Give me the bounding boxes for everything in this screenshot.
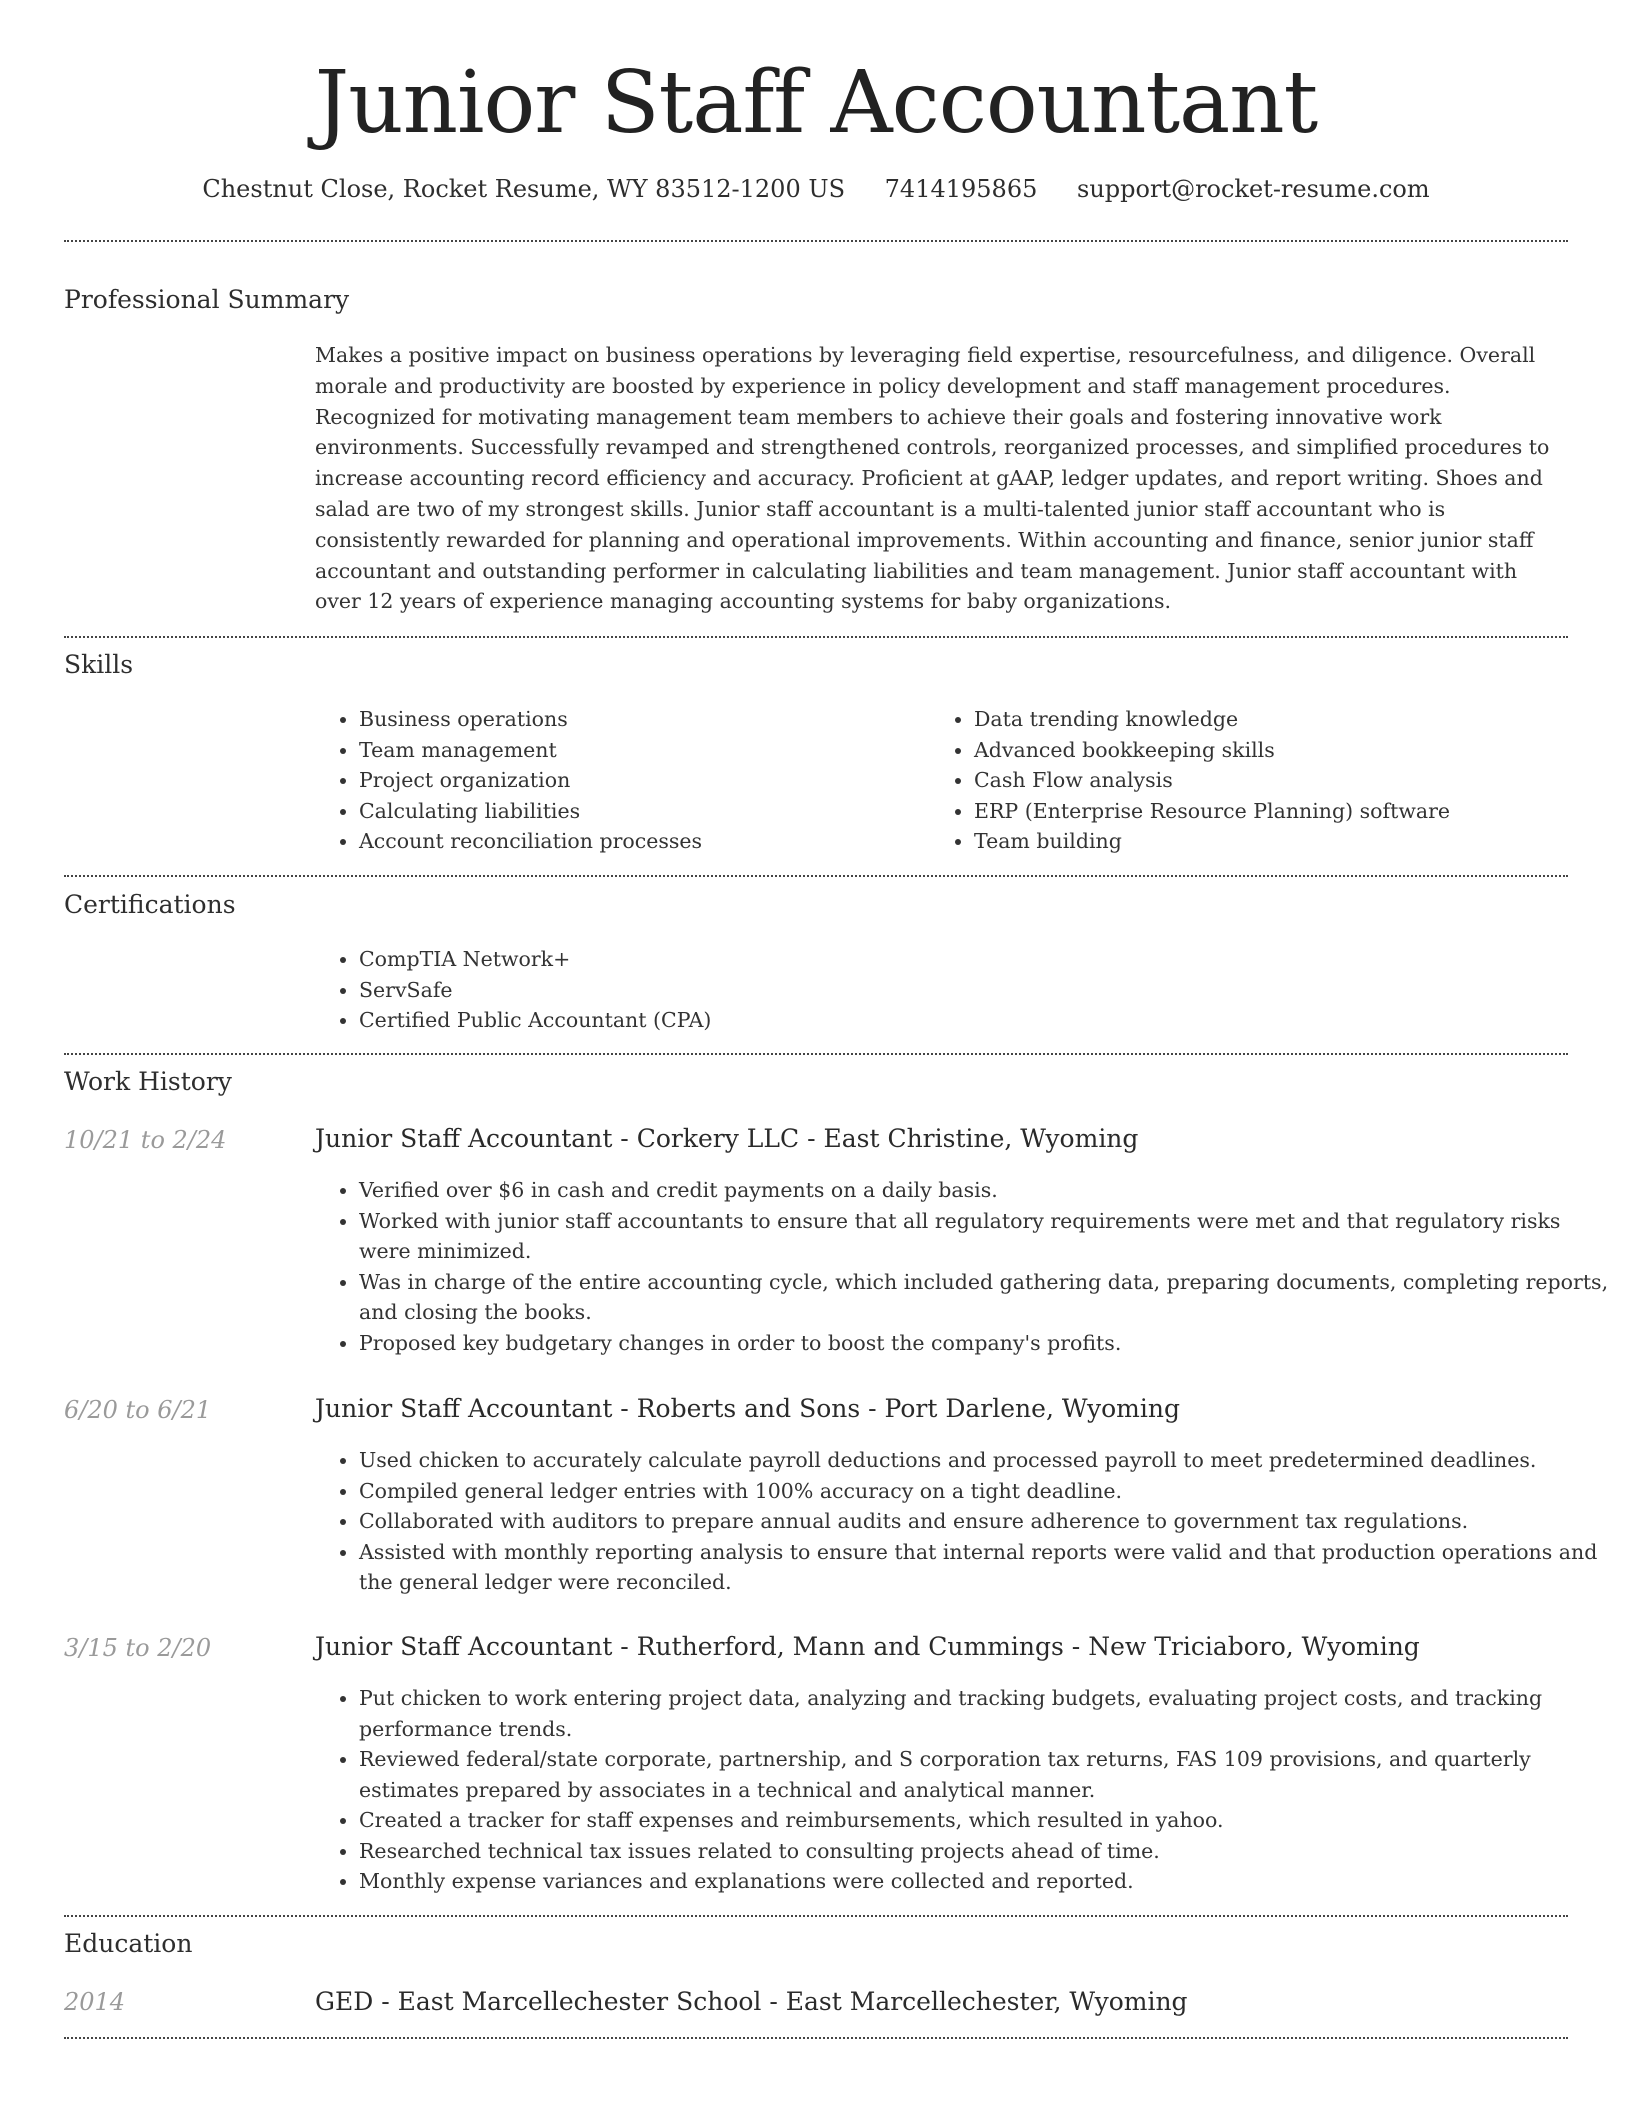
- skills-list-right: [930, 704, 1574, 857]
- job-bullet: • Used chicken to accurately calculate payroll deductions and processed payroll to meet predetermined deadlines.: [359, 1445, 1612, 1476]
- skills-list-left: [315, 704, 919, 857]
- certifications-list: [315, 944, 1159, 1036]
- phone-number: 7414195865: [884, 175, 1038, 203]
- email-address: support@rocket-resume.com: [1077, 175, 1430, 203]
- job-bullet: • Was in charge of the entire accounting cycle, which included gathering data, preparing documents, completing reports, and closing the books.: [359, 1267, 1612, 1328]
- address: Chestnut Close, Rocket Resume, WY 83512-1200 US: [202, 175, 846, 203]
- education-dates: 2014: [64, 1988, 126, 2016]
- skill-item: • Team building: [974, 826, 1574, 857]
- job-dates: 10/21 to 2/24: [64, 1126, 227, 1154]
- skill-item: • ERP (Enterprise Resource Planning) software: [974, 796, 1574, 827]
- skill-item: • Project organization: [359, 765, 919, 796]
- candidate-name: Junior Staff Accountant: [314, 53, 1318, 153]
- divider: [64, 875, 1568, 877]
- job-bullet: • Compiled general ledger entries with 100% accuracy on a tight deadline.: [359, 1476, 1612, 1507]
- section-title-certifications: Certifications: [64, 890, 236, 919]
- section-title-skills: Skills: [64, 650, 134, 679]
- job-bullet: • Proposed key budgetary changes in order to boost the company's profits.: [359, 1328, 1612, 1359]
- job-bullets: [315, 1445, 1612, 1598]
- job-dates: 6/20 to 6/21: [64, 1396, 212, 1424]
- divider: [64, 240, 1568, 242]
- skill-item: • Team management: [359, 735, 919, 766]
- skill-item: • Calculating liabilities: [359, 796, 919, 827]
- section-title-education: Education: [64, 1929, 193, 1958]
- divider: [64, 636, 1568, 638]
- job-title: Junior Staff Accountant - Roberts and Sons - Port Darlene, Wyoming: [315, 1394, 1180, 1423]
- education-title: GED - East Marcellechester School - East Marcellechester, Wyoming: [315, 1987, 1188, 2016]
- skill-item: • Account reconciliation processes: [359, 826, 919, 857]
- certification-item: • Certified Public Accountant (CPA): [359, 1005, 1159, 1036]
- job-bullets: [315, 1175, 1612, 1358]
- job-bullet: • Put chicken to work entering project data, analyzing and tracking budgets, evaluating project costs, and tracking performance trends.: [359, 1683, 1612, 1744]
- skill-item: • Cash Flow analysis: [974, 765, 1574, 796]
- section-title-work-history: Work History: [64, 1067, 232, 1096]
- divider: [64, 1915, 1568, 1917]
- job-bullets: [315, 1683, 1612, 1897]
- divider: [64, 1053, 1568, 1055]
- job-bullet: • Reviewed federal/state corporate, partnership, and S corporation tax returns, FAS 109 provisions, and quarterly estimates prepared by associates in a technical and analytical manner.: [359, 1744, 1612, 1805]
- summary-text: Makes a positive impact on business operations by leveraging field expertise, resourcefulness, and diligence. Overall morale and productivity are boosted by experience in policy development and staff management procedures. Recognized for motivating management team members to achieve their goals and fostering innovative work environments. Successfully revamped and strengthened controls, reorganized processes, and simplified procedures to increase accounting record efficiency and accuracy. Proficient at gAAP, ledger updates, and report writing. Shoes and salad are two of my strongest skills. Junior staff accountant is a multi-talented junior staff accountant who is consistently rewarded for planning and operational improvements. Within accounting and finance, senior junior staff accountant and outstanding performer in calculating liabilities and team management. Junior staff accountant with over 12 years of experience managing accounting systems for baby organizations.: [315, 343, 1550, 614]
- skill-item: • Data trending knowledge: [974, 704, 1574, 735]
- section-title-summary: Professional Summary: [64, 285, 350, 314]
- divider: [64, 2037, 1568, 2039]
- skill-item: • Advanced bookkeeping skills: [974, 735, 1574, 766]
- job-bullet: • Researched technical tax issues related to consulting projects ahead of time.: [359, 1836, 1612, 1867]
- job-bullet: • Verified over $6 in cash and credit payments on a daily basis.: [359, 1175, 1612, 1206]
- job-dates: 3/15 to 2/20: [64, 1634, 212, 1662]
- job-bullet: • Created a tracker for staff expenses and reimbursements, which resulted in yahoo.: [359, 1805, 1612, 1836]
- job-bullet: • Collaborated with auditors to prepare annual audits and ensure adherence to government tax regulations.: [359, 1506, 1612, 1537]
- certification-item: • CompTIA Network+: [359, 944, 1159, 975]
- contact-line: [0, 169, 1632, 209]
- job-bullet: • Assisted with monthly reporting analysis to ensure that internal reports were valid and that production operations and the general ledger were reconciled.: [359, 1537, 1612, 1598]
- job-title: Junior Staff Accountant - Rutherford, Mann and Cummings - New Triciaboro, Wyoming: [315, 1632, 1420, 1661]
- job-title: Junior Staff Accountant - Corkery LLC - East Christine, Wyoming: [315, 1124, 1139, 1153]
- certification-item: • ServSafe: [359, 975, 1159, 1006]
- job-bullet: • Worked with junior staff accountants to ensure that all regulatory requirements were met and that regulatory risks were minimized.: [359, 1206, 1612, 1267]
- job-bullet: • Monthly expense variances and explanations were collected and reported.: [359, 1866, 1612, 1897]
- skill-item: • Business operations: [359, 704, 919, 735]
